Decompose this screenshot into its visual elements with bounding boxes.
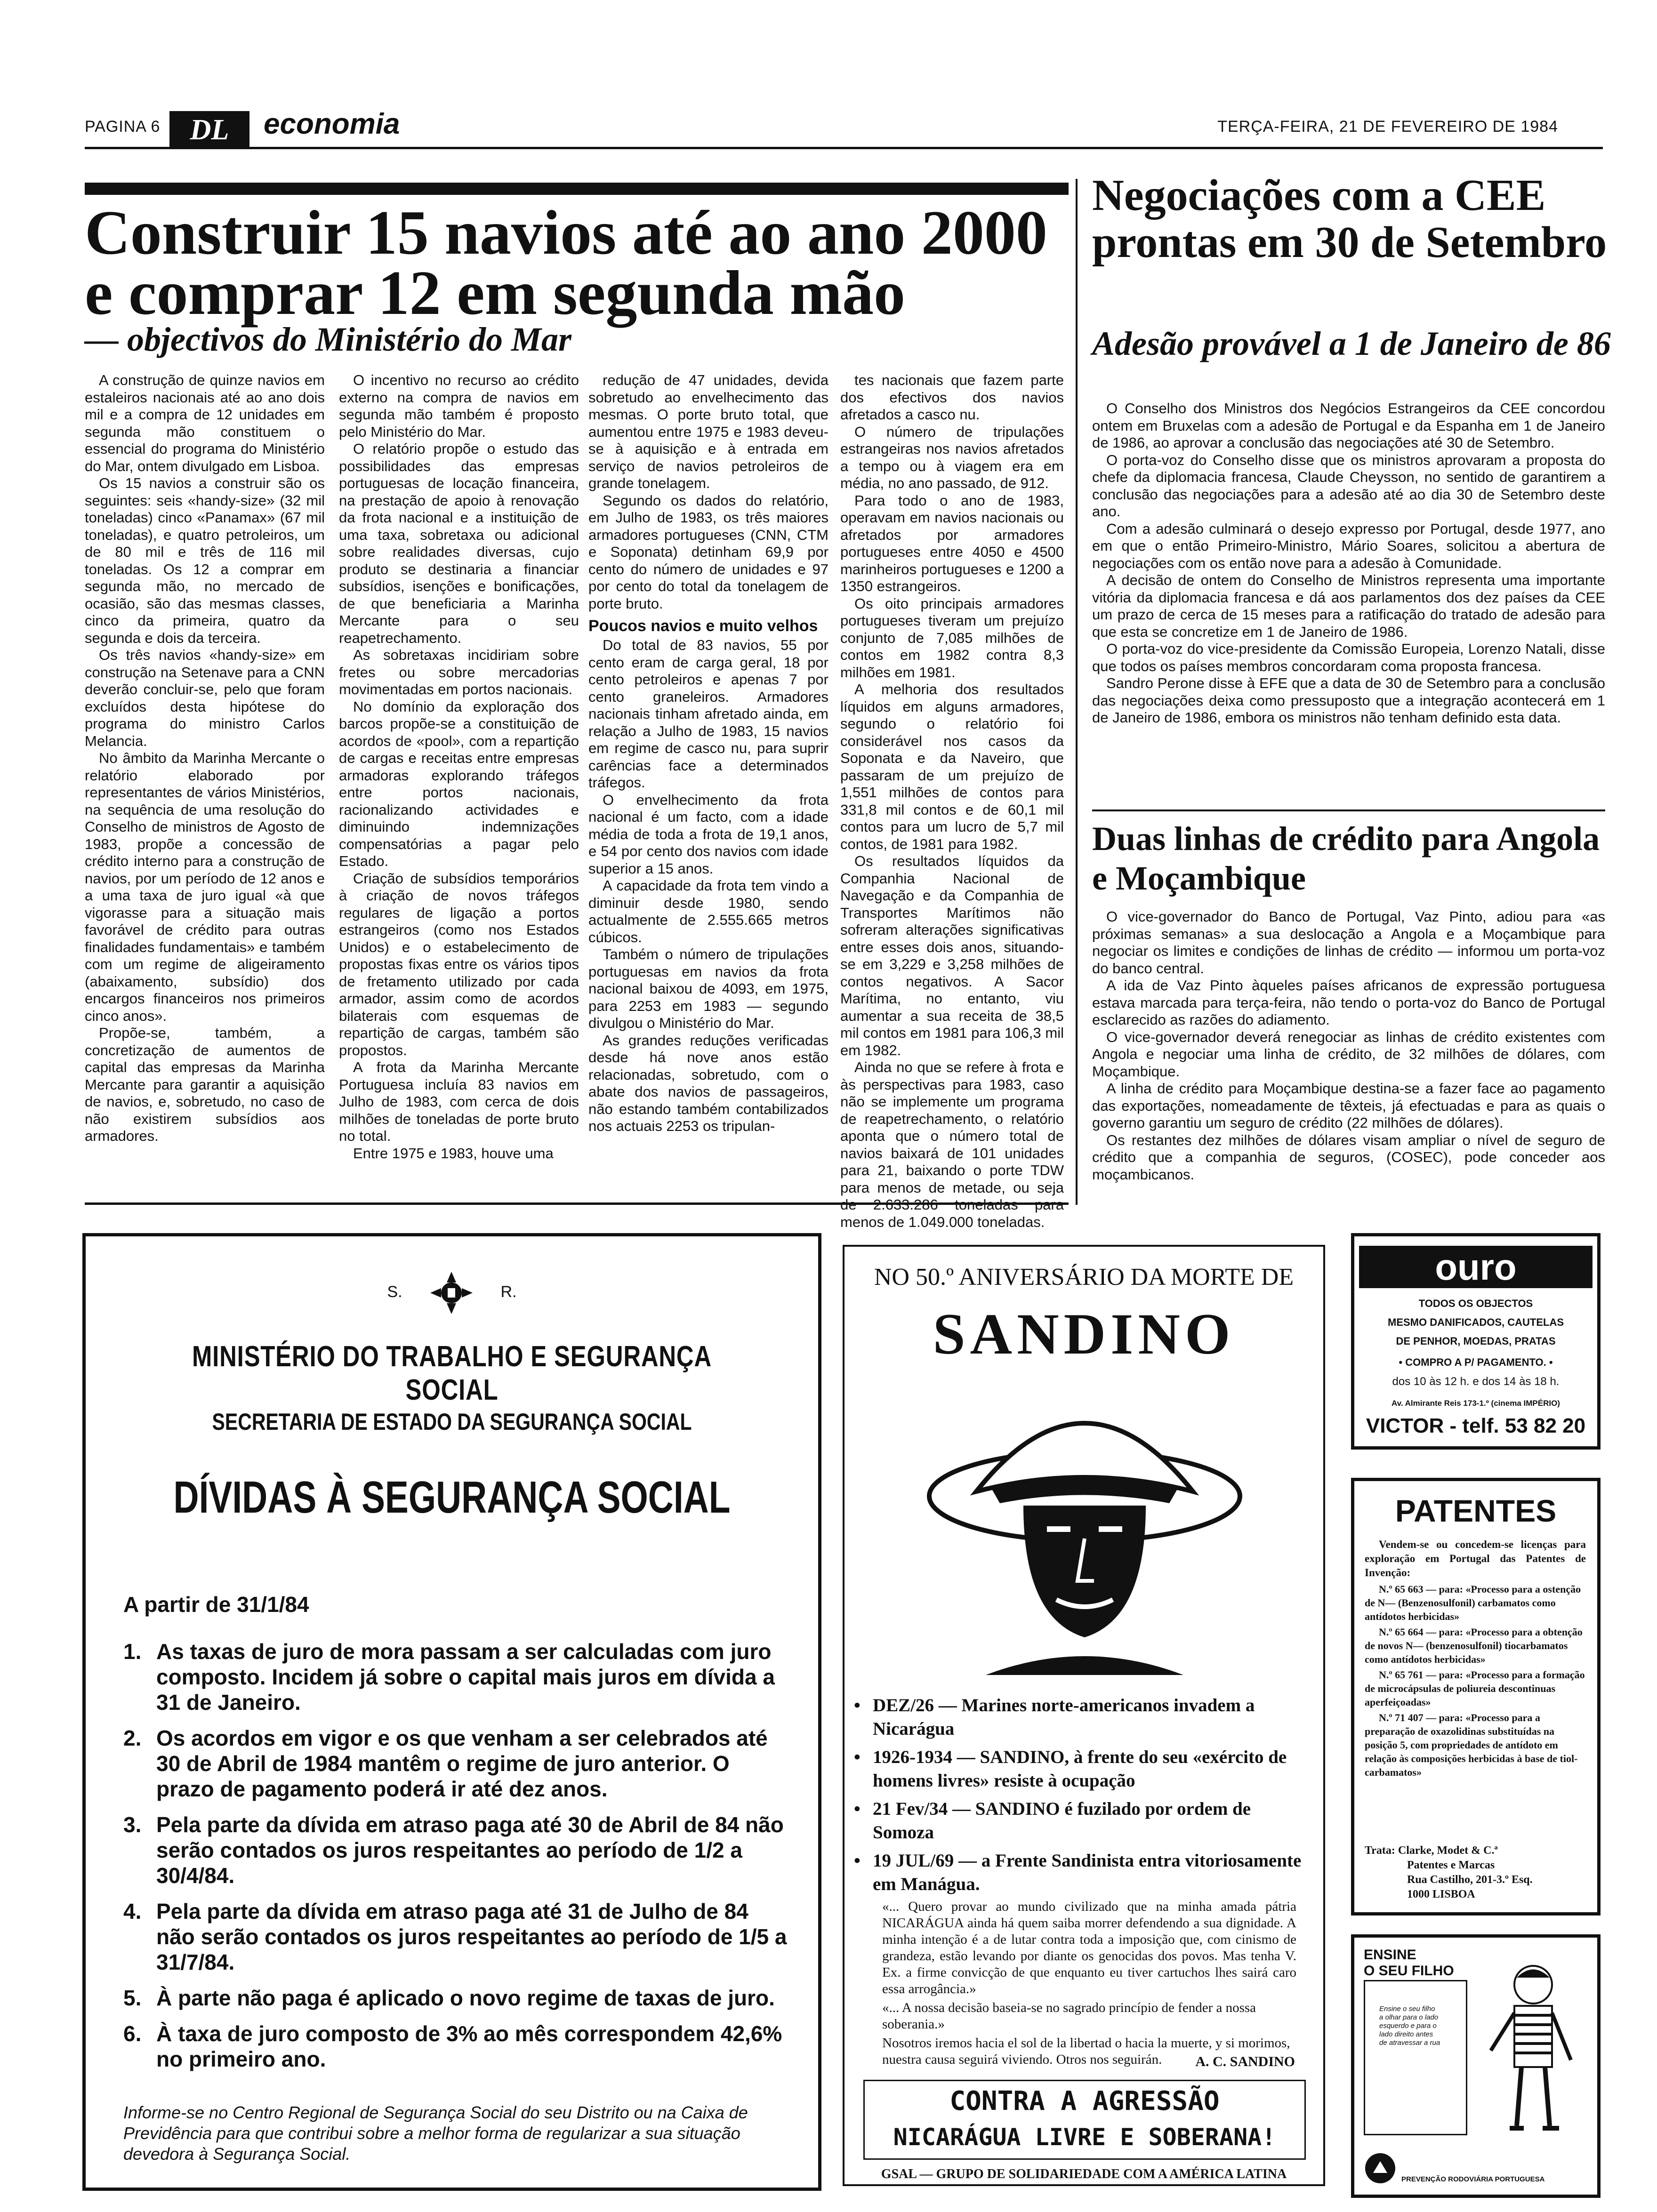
paragraph: Para todo o ano de 1983, operavam em navios nacionais ou afretados por armadores portugueses entre 4050 e 4500 marinheiros portugueses e 1200 a 1350 estrangeiros. (840, 492, 1064, 594)
paragraph: Ainda no que se refere à frota e às perspectivas para 1983, caso não se implemente um programa de reapetrechamento, o relatório aponta que o número total de navios baixará de 101 unidades para 21, baixando o porte TDW para menos de metade, ou seja menos de 1.049.000 toneladas. (840, 1059, 1064, 1230)
contact-line: Patentes e Marcas (1407, 1859, 1495, 1871)
paragraph: As sobretaxas incidiriam sobre fretes ou sobre mercadorias movimentadas em portos nacionais. (339, 647, 579, 697)
road-safety-advertisement (1351, 1934, 1601, 2198)
page-number: PAGINA 6 (85, 118, 161, 136)
section-title: economia (264, 108, 400, 140)
paragraph: As grandes reduções verificadas desde há nove anos estão relacionadas, sobretudo, com o abate dos navios de passageiros, não estando também contabilizados nos actuais 2253 os tripulan- (588, 1032, 828, 1134)
list-item: • 19 JUL/69 — a Frente Sandinista entra vitoriosamente em Manágua. (854, 1849, 1315, 1896)
paragraph: A construção de quinze navios em estaleiros nacionais até ao ano dois mil e a compra de 12 unidades em segunda mão constituem o essencial do programa do Ministério do Mar, ontem divulgado em Lisboa. (85, 372, 325, 474)
paragraph: No domínio da exploração dos barcos propõe-se a constituição de acordos de «pool», com a repartição de cargas e receitas entre empresas armadoras explorando tráfegos entre portos nacionais, racionalizando actividades e diminuindo indemnizações compensatórias a pagar pelo Estado. (339, 698, 579, 869)
credit-headline: Duas linhas de crédito para Angola e Moçambique (1092, 820, 1600, 897)
paragraph: A decisão de ontem do Conselho de Ministros representa uma importante vitória da diplomacia francesa e dá aos parlamentos dos dez países da CEE um prazo de cerca de 15 meses para a ratificação do tratado de adesão para que esta se concretize em 1 de Janeiro de 1986. (1092, 572, 1605, 640)
paragraph: O incentivo no recurso ao crédito externo na compra de navios em segunda mão também é proposto pelo Ministério do Mar. (339, 372, 579, 440)
paragraph: Do total de 83 navios, 55 por cento eram de carga geral, 18 por cento petroleiros e apenas 7 por cento graneleiros. Armadores nacionais tinham afretado ainda, em relação a Julho de 1983, 15 navios em regime de casco nu, para suprir carências face a determinados tráfegos. (588, 637, 828, 791)
main-article-column-1 (85, 372, 325, 1145)
sandino-quote: «... Quero provar ao mundo civilizado que na minha amada pátria NICARÁGUA ainda há quem saiba morrer defendendo a sua dignidade. A minha intenção é a de lutar contra toda a imposição que, com cinismo de grandeza, estão levando por diante os genocidas dos povos. Mas tenha V. Ex. a firme convicção de que enquanto eu tiver cartuchos lhes sairá caro essa arrogância.» (882, 1899, 1296, 1996)
instruction-text: Ensine o seu filho a olhar para o lado esquerdo e para o lado direito antes de atravessar a rua (1379, 2005, 1440, 2047)
patent-list (1365, 1582, 1586, 1781)
patents-advertisement (1351, 1478, 1601, 1915)
paragraph: O vice-governador deverá renegociar as linhas de crédito existentes com Angola e negociar uma linha de crédito, de 32 milhões de dólares, com Moçambique. (1092, 1028, 1605, 1080)
item-number: 1. (123, 1639, 142, 1664)
paragraph: A frota da Marinha Mercante Portuguesa incluía 83 navios em Julho de 1983, com cerca de dois milhões de toneladas de porte bruto no total. (339, 1059, 579, 1144)
article-bottom-rule (85, 1202, 1069, 1205)
list-item: • 1926-1934 — SANDINO, à frente do seu «exército de homens livres» resiste à ocupação (854, 1746, 1315, 1793)
patentes-title: PATENTES (1395, 1493, 1557, 1528)
item-text: As taxas de juro de mora passam a ser calculadas com juro composto. Incidem já sobre o capital mais juros em dívida a 31 de Janeiro. (156, 1639, 775, 1715)
item-number: 4. (123, 1899, 142, 1923)
instruction-panel (1364, 1980, 1467, 2135)
ministry-subtitle: SECRETARIA DE ESTADO DA SEGURANÇA SOCIAL (212, 1409, 692, 1435)
emblem-row (86, 1269, 818, 1316)
ad-numbered-list (123, 1639, 787, 2082)
sandino-advertisement (843, 1245, 1325, 2186)
item-text: Pela parte da dívida em atraso paga até 30 de Abril de 84 não serão contados os juros respeitantes ao período de 1/2 a 30/4/84. (156, 1812, 784, 1888)
column-divider (1076, 179, 1078, 1205)
item-text: Os acordos em vigor e os que venham a ser celebrados até 30 de Abril de 1984 mantêm o regime de juro anterior. O prazo de pagamento poderá ir até dez anos. (156, 1726, 768, 1801)
list-item (123, 1899, 787, 1975)
effective-date: A partir de 31/1/84 (123, 1592, 309, 1617)
paragraph: O número de tripulações estrangeiras nos navios afretados a tempo ou à viagem era em média, no ano passado, de 912. (840, 423, 1064, 491)
sandino-name: SANDINO (933, 1302, 1235, 1366)
item-number: 6. (123, 2021, 142, 2046)
bullet-text: 19 JUL/69 — a Frente Sandinista entra vitoriosamente em Manágua. (873, 1851, 1302, 1894)
section-subhead: Poucos navios e muito velhos (588, 617, 818, 635)
paragraph: Propõe-se, também, a concretização de aumentos de capital das empresas da Marinha Mercante para garantir a aquisição de navios, e, sobretudo, no caso de não existirem subsídios aos armadores. (85, 1025, 325, 1144)
sandino-quote-3: Nosotros iremos hacia el sol de la libertad o hacia la muerte, y si morimos, nuestra causa seguirá viviendo. Otros nos seguirán. (882, 2036, 1290, 2067)
ouro-hours: dos 10 às 12 h. e dos 14 às 18 h. (1392, 1375, 1560, 1388)
list-item (123, 1639, 787, 1715)
paragraph: O porta-voz do Conselho disse que os ministros aprovaram a proposta do chefe da diplomacia francesa, Claude Cheysson, no sentido de garantirem a conclusão das negociações para a adesão até ao dia 30 de Setembro deste ano. (1092, 451, 1605, 520)
list-item (123, 1985, 787, 2011)
paragraph: O relatório propõe o estudo das possibilidades das empresas portuguesas de locação financeira, na prestação de apoio à renovação da frota nacional e a instituição de uma taxa, sobretaxa ou adicional sobre realidades diversas, cujo produto se destinaria a financiar subsídios, isenções e bonificações, de que beneficiaria a Marinha Mercante para o seu reapetrechamento. (339, 441, 579, 646)
anniversary-line: NO 50.º ANIVERSÁRIO DA MORTE DE (874, 1264, 1294, 1290)
ouro-title: ouro (1359, 1246, 1593, 1288)
paragraph: O vice-governador do Banco de Portugal, Vaz Pinto, adiou para «as próximas semanas» a sua deslocação a Angola e a Moçambique para negociar os limites e condições de linhas de crédito — informou um porta-voz do banco central. (1092, 908, 1605, 977)
cee-headline: Negociações com a CEE prontas em 30 de Setembro (1092, 171, 1607, 267)
header-rule (85, 147, 1603, 149)
ouro-line-4: • COMPRO A P/ PAGAMENTO. • (1399, 1356, 1553, 1368)
paragraph: A melhoria dos resultados líquidos em alguns armadores, segundo o relatório foi considerável nos casos da Soponata e da Naveiro, que passaram de um prejuízo de 1,551 milhões de contos para 331,8 mil contos e de 60,1 mil contos para um lucro de 5,7 mil contos, de 1981 para 1982. (840, 681, 1064, 852)
paragraph: Entre 1975 e 1983, houve uma (353, 1145, 554, 1162)
patent-item: N.º 71 407 — para: «Processo para a preparação de oxazolidinas substituídas na posição 5, com propriedades de antídoto em relação às composições herbicidas à base de tiol-carbamatos» (1365, 1712, 1578, 1778)
gold-buyer-advertisement (1351, 1233, 1601, 1450)
paragraph: Os 15 navios a construir são os seguintes: seis «handy-size» (32 mil toneladas) cinco «Panamax» (67 mil toneladas), e quatro petroleiros, um de 80 mil e três de 116 mil toneladas. Os 12 a comprar em segunda mão, no mercado de ocasião, são das mesmas classes, cinco da primeira, quatro da segunda e dois da terceira. (85, 475, 325, 646)
bullet-text: 1926-1934 — SANDINO, à frente do seu «exército de homens livres» resiste à ocupação (873, 1747, 1287, 1791)
list-item: • 21 Fev/34 — SANDINO é fuzilado por ordem de Somoza (854, 1797, 1315, 1844)
history-bullets (854, 1694, 1315, 1901)
ad-footer-note: Informe-se no Centro Regional de Segurança Social do seu Distrito ou na Caixa de Previdência para que contribui sobre a melhor forma de regularizar a sua situação devedora à Segurança Social. (123, 2103, 748, 2164)
ouro-address: Av. Almirante Reis 173-1.º (cinema IMPÉRIO) (1392, 1399, 1560, 1408)
article-separator (1092, 809, 1605, 811)
paragraph: Com a adesão culminará o desejo expresso por Portugal, desde 1977, ano em que o então Primeiro-Ministro, Mário Soares, solicitou a abertura de negociações com os então nove para a adesão à Comunidade. (1092, 520, 1605, 571)
contact-line: Trata: Clarke, Modet & C.ª (1365, 1844, 1498, 1857)
newspaper-logo: DL (169, 111, 249, 149)
ouro-line-1: TODOS OS OBJECTOS (1418, 1298, 1533, 1309)
list-item: • DEZ/26 — Marines norte-americanos invadem a Nicarágua (854, 1694, 1315, 1741)
solidarity-banner (863, 2080, 1306, 2160)
ministry-advertisement (82, 1233, 821, 2191)
main-article-column-4 (840, 372, 1064, 1231)
organization-name: PREVENÇÃO RODOVIÁRIA PORTUGUESA (1401, 2175, 1545, 2183)
credit-article-body (1092, 908, 1605, 1183)
item-text: À taxa de juro composto de 3% ao mês correspondem 42,6% no primeiro ano. (156, 2021, 782, 2071)
ensine-title (1364, 1947, 1454, 1979)
signature: A. C. SANDINO (1195, 2054, 1295, 2069)
paragraph: Os resultados líquidos da Companhia Nacional de Navegação e da Companhia de Transportes Marítimos não sofreram alterações significativas entre esses dois anos, situando-se em 3,229 e 3,258 milhões de contos negativos. A Sacor Marítima, no entanto, viu aumentar a sua receita de 38,5 mil contos em 1981 para 106,3 mil em 1982. (840, 853, 1064, 1058)
road-safety-logo-icon (1364, 2152, 1397, 2185)
group-footer: GSAL — GRUPO DE SOLIDARIEDADE COM A AMÉRICA LATINA (881, 2167, 1287, 2181)
bullet-text: 21 Fev/34 — SANDINO é fuzilado por ordem de Somoza (873, 1799, 1251, 1843)
ouro-phone: VICTOR - telf. 53 82 20 (1366, 1414, 1586, 1437)
ministry-title: MINISTÉRIO DO TRABALHO E SEGURANÇA SOCIAL (192, 1340, 712, 1406)
paragraph: A linha de crédito para Moçambique destina-se a fazer face ao pagamento das exportações, nomeadamente de têxteis, já efectuadas e para as quais o governo garantiu um seguro de crédito (22 milhões de dólares). (1092, 1080, 1605, 1131)
issue-date: TERÇA-FEIRA, 21 DE FEVEREIRO DE 1984 (1217, 118, 1558, 136)
item-number: 5. (123, 1986, 142, 2010)
paragraph: No âmbito da Marinha Mercante o relatório elaborado por representantes de vários Ministérios, na sequência de uma resolução do Conselho de ministros de Agosto de 1983, propõe a concessão de crédito interno para a construção de navios, por um período de 12 anos e a uma taxa de juro igual «à que vigorasse para a situação mais favorável de crédito para outras finalidades fundamentais» e também com um regime de aligeiramento (abaixamento, subsídio) dos encargos financeiros nos primeiros cinco anos». (85, 750, 325, 1024)
list-item (123, 1812, 787, 1888)
title-line: O SEU FILHO (1364, 1963, 1454, 1979)
emblem-left-text: S. (387, 1282, 402, 1301)
main-subheadline: — objectivos do Ministério do Mar (85, 321, 572, 358)
paragraph: Os oito principais armadores portugueses tiveram um prejuízo conjunto de 7,085 milhões de contos em 1982 contra 8,3 milhões em 1981. (840, 595, 1064, 681)
ad-heading: DÍVIDAS À SEGURANÇA SOCIAL (173, 1472, 731, 1523)
cee-subheadline: Adesão provável a 1 de Janeiro de 86 (1092, 325, 1611, 362)
paragraph: Os restantes dez milhões de dólares visam ampliar o nível de seguro de crédito que a companhia de seguros, (COSEC), pode conceder aos moçambicanos. (1092, 1131, 1605, 1183)
coat-of-arms-icon (426, 1269, 477, 1316)
item-text: Pela parte da dívida em atraso paga até 31 de Julho de 84 não serão contados os juros respeitantes ao período de 1/5 a 31/7/84. (156, 1899, 787, 1974)
contact-line: Rua Castilho, 201-3.º Esq. (1407, 1874, 1533, 1886)
contact-line: 1000 LISBOA (1407, 1888, 1475, 1900)
paragraph: Sandro Perone disse à EFE que a data de 30 de Setembro para a conclusão das negociações deixa como pressuposto que a integração acontecerá em 1 de Janeiro de 1986, embora os ministros não tenham definido esta data. (1092, 675, 1605, 726)
main-article-column-3 (588, 372, 828, 1135)
patentes-contact (1365, 1843, 1586, 1902)
title-line: ENSINE (1364, 1947, 1416, 1963)
ouro-line-2: MESMO DANIFICADOS, CAUTELAS (1388, 1316, 1564, 1328)
patentes-intro: Vendem-se ou concedem-se licenças para exploração em Portugal das Patentes de Invenção: (1365, 1539, 1586, 1579)
patent-item: N.º 65 663 — para: «Processo para a ostenção de N— (Benzenosulfonil) carbamatos como antídotos herbicidas» (1365, 1583, 1581, 1622)
list-item (123, 1725, 787, 1802)
list-item (123, 2021, 787, 2072)
child-drawing-icon (1477, 1956, 1590, 2145)
sandino-quote-2: «... A nossa decisão baseia-se no sagrado princípio de fender a nossa soberania.» (882, 2000, 1256, 2032)
paragraph: A capacidade da frota tem vindo a diminuir desde 1980, sendo actualmente de 2.555.665 metros cúbicos. (588, 877, 828, 946)
paragraph: O porta-voz do vice-presidente da Comissão Europeia, Lorenzo Natali, disse que todos os países membros concordaram coma proposta francesa. (1092, 641, 1605, 674)
patent-item: N.º 65 761 — para: «Processo para a formação de microcápsulas de poliureia descontinuas aperfeiçoadas» (1365, 1669, 1585, 1708)
banner-line-2: NICARÁGUA LIVRE E SOBERANA! (893, 2124, 1276, 2151)
paragraph: redução de 47 unidades, devida sobretudo ao envelhecimento das mesmas. O porte bruto total, que aumentou entre 1975 e 1983 deveu-se à aquisição e à entrada em serviço de navios petroleiros de grande tonelagem. (588, 372, 828, 491)
item-number: 2. (123, 1726, 142, 1750)
paragraph: Também o número de tripulações portuguesas em navios da frota nacional baixou de 4093, em 1975, para 2253 em 1983 — segundo divulgou o Ministério do Mar. (588, 946, 828, 1031)
emblem-right-text: R. (500, 1282, 517, 1301)
item-number: 3. (123, 1812, 142, 1837)
main-headline: Construir 15 navios até ao ano 2000 e comprar 12 em segunda mão (85, 198, 1047, 328)
paragraph: O Conselho dos Ministros dos Negócios Estrangeiros da CEE concordou ontem em Bruxelas com a adesão de Portugal e da Espanha em 1 de Janeiro de 1986, ao aprovar a conclusão das negociações até 30 de Setembro. (1092, 400, 1605, 451)
paragraph: tes nacionais que fazem parte dos efectivos dos navios afretados a casco nu. (840, 372, 1064, 423)
bullet-text: DEZ/26 — Marines norte-americanos invadem a Nicarágua (873, 1695, 1255, 1739)
article-top-bar (85, 183, 1069, 195)
sandino-portrait-icon (915, 1374, 1254, 1675)
main-article-column-2 (339, 372, 579, 1162)
paragraph: Criação de subsídios temporários à criação de novos tráfegos regulares de ligação a portos estrangeiros (como nos Estados Unidos) e o estabelecimento de propostas fixas entre os vários tipos de fretamento utilizado por cada armador, assim como de acordos bilaterais com esquemas de repartição de cargas, também são propostos. (339, 870, 579, 1058)
item-text: À parte não paga é aplicado o novo regime de taxas de juro. (156, 1986, 775, 2010)
patent-item: N.º 65 664 — para: «Processo para a obtenção de novos N— (benzenosulfonil) tiocarbamatos como antídotos herbicidas» (1365, 1626, 1583, 1665)
paragraph: Os três navios «handy-size» em construção na Setenave para a CNN deverão concluir-se, pelo que foram excluídos desta hipótese do programa do ministro Carlos Melancia. (85, 647, 325, 749)
paragraph: O envelhecimento da frota nacional é um facto, com a idade média de toda a frota de 19,1 anos, e 54 por cento dos navios com idade superior a 15 anos. (588, 791, 828, 877)
paragraph: A ida de Vaz Pinto àqueles países africanos de expressão portuguesa estava marcada para terça-feira, não tendo o porta-voz do Banco de Portugal esclarecido as razões do adiamento. (1092, 977, 1605, 1028)
paragraph: Segundo os dados do relatório, em Julho de 1983, os três maiores armadores portugueses (CNN, CTM e Soponata) detinham 69,9 por cento do número de unidades e 97 por cento do total da tonelagem de porte bruto. (588, 492, 828, 612)
banner-line-1: CONTRA A AGRESSÃO (949, 2086, 1220, 2116)
cee-article-body (1092, 400, 1605, 727)
ouro-line-3: DE PENHOR, MOEDAS, PRATAS (1396, 1335, 1556, 1347)
